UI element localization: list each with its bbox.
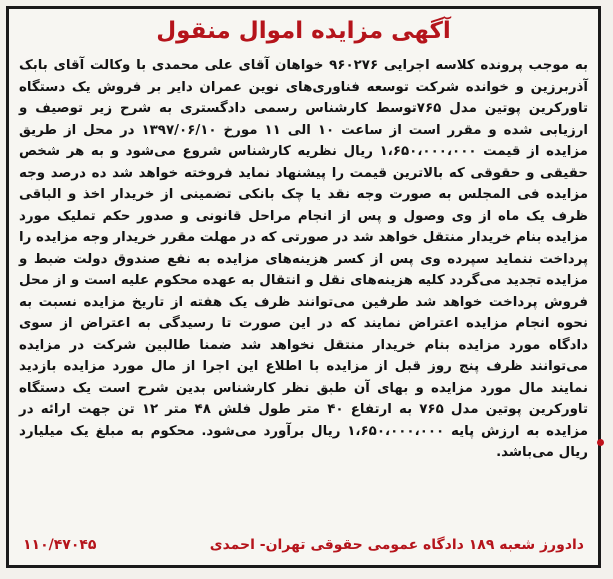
notice-title: آگهی مزایده اموال منقول [156,18,451,44]
notice-body: به موجب پرونده کلاسه اجرایی ۹۶۰۲۷۶ خواهان آقای علی محمدی با وکالت آقای بابک آذربرزین و خوانده شرکت توسعه فناوری‌های نوین عمران دایر بر فروش یک دستگاه تاورکرین پوتین مدل ۷۶۵توسط کارشناس رسمی دادگستری به شرح زیر توصیف و ارزیابی شده و مقرر است از ساعت ۱۰ الی ۱۱ مورخ ۱۳۹۷/۰۶/۱۰ در محل از طریق مزایده از قیمت ۱،۶۵۰،۰۰۰،۰۰۰ ریال نظریه کارشناس شروع می‌شود و به هر شخص حقیقی و حقوقی که بالاترین قیمت را پیشنهاد نماید فروخته خواهد شد ده درصد وجه مزایده فی المجلس به صورت وجه نقد یا چک بانکی تضمینی از خریدار اخذ و الباقی ظرف یک ماه از وی وصول و پس از انجام مراحل قانونی و صدور حکم تملیک مورد مزایده بنام خریدار منتقل خواهد شد در صورتی که در مهلت مقرر خریدار وجه مزایده را پرداخت ننماید سپرده وی پس از کسر هزینه‌های مزایده به نفع صندوق دولت ضبط و مزایده تجدید می‌گردد کلیه هزینه‌های نقل و انتقال به عهده محکوم علیه است و از محل فروش پرداخت خواهد شد طرفین می‌توانند ظرف یک هفته از تاریخ مزایده نسبت به نحوه انجام مزایده اعتراض نمایند که در این صورت تا رسیدگی به اعتراض از سوی دادگاه مورد مزایده بنام خریدار منتقل نخواهد شد ضمنا طالبین شرکت در مزایده می‌توانند ظرف پنج روز قبل از مزایده با اطلاع این اجرا از مال مورد مزایده بازدید نمایند مال مورد مزایده و بهای آن طبق نظر کارشناس بدین شرح است یک دستگاه تاورکرین پوتین مدل ۷۶۵ به ارتفاع ۴۰ متر طول فلش ۴۸ متر ۱۲ تن جهت ارائه در مزایده به ارزش پایه ۱،۶۵۰،۰۰۰،۰۰۰ ریال برآورد می‌شود. محکوم به مبلغ یک میلیارد ریال می‌باشد. [19,58,588,460]
red-dot-icon [597,439,604,446]
notice-signature: دادورز شعبه ۱۸۹ دادگاه عمومی حقوقی تهران- احمدی [209,537,584,553]
auction-notice [6,6,601,568]
notice-ad-code: ۱۱۰/۴۷۰۴۵ [23,537,97,553]
notice-footer [19,535,588,559]
